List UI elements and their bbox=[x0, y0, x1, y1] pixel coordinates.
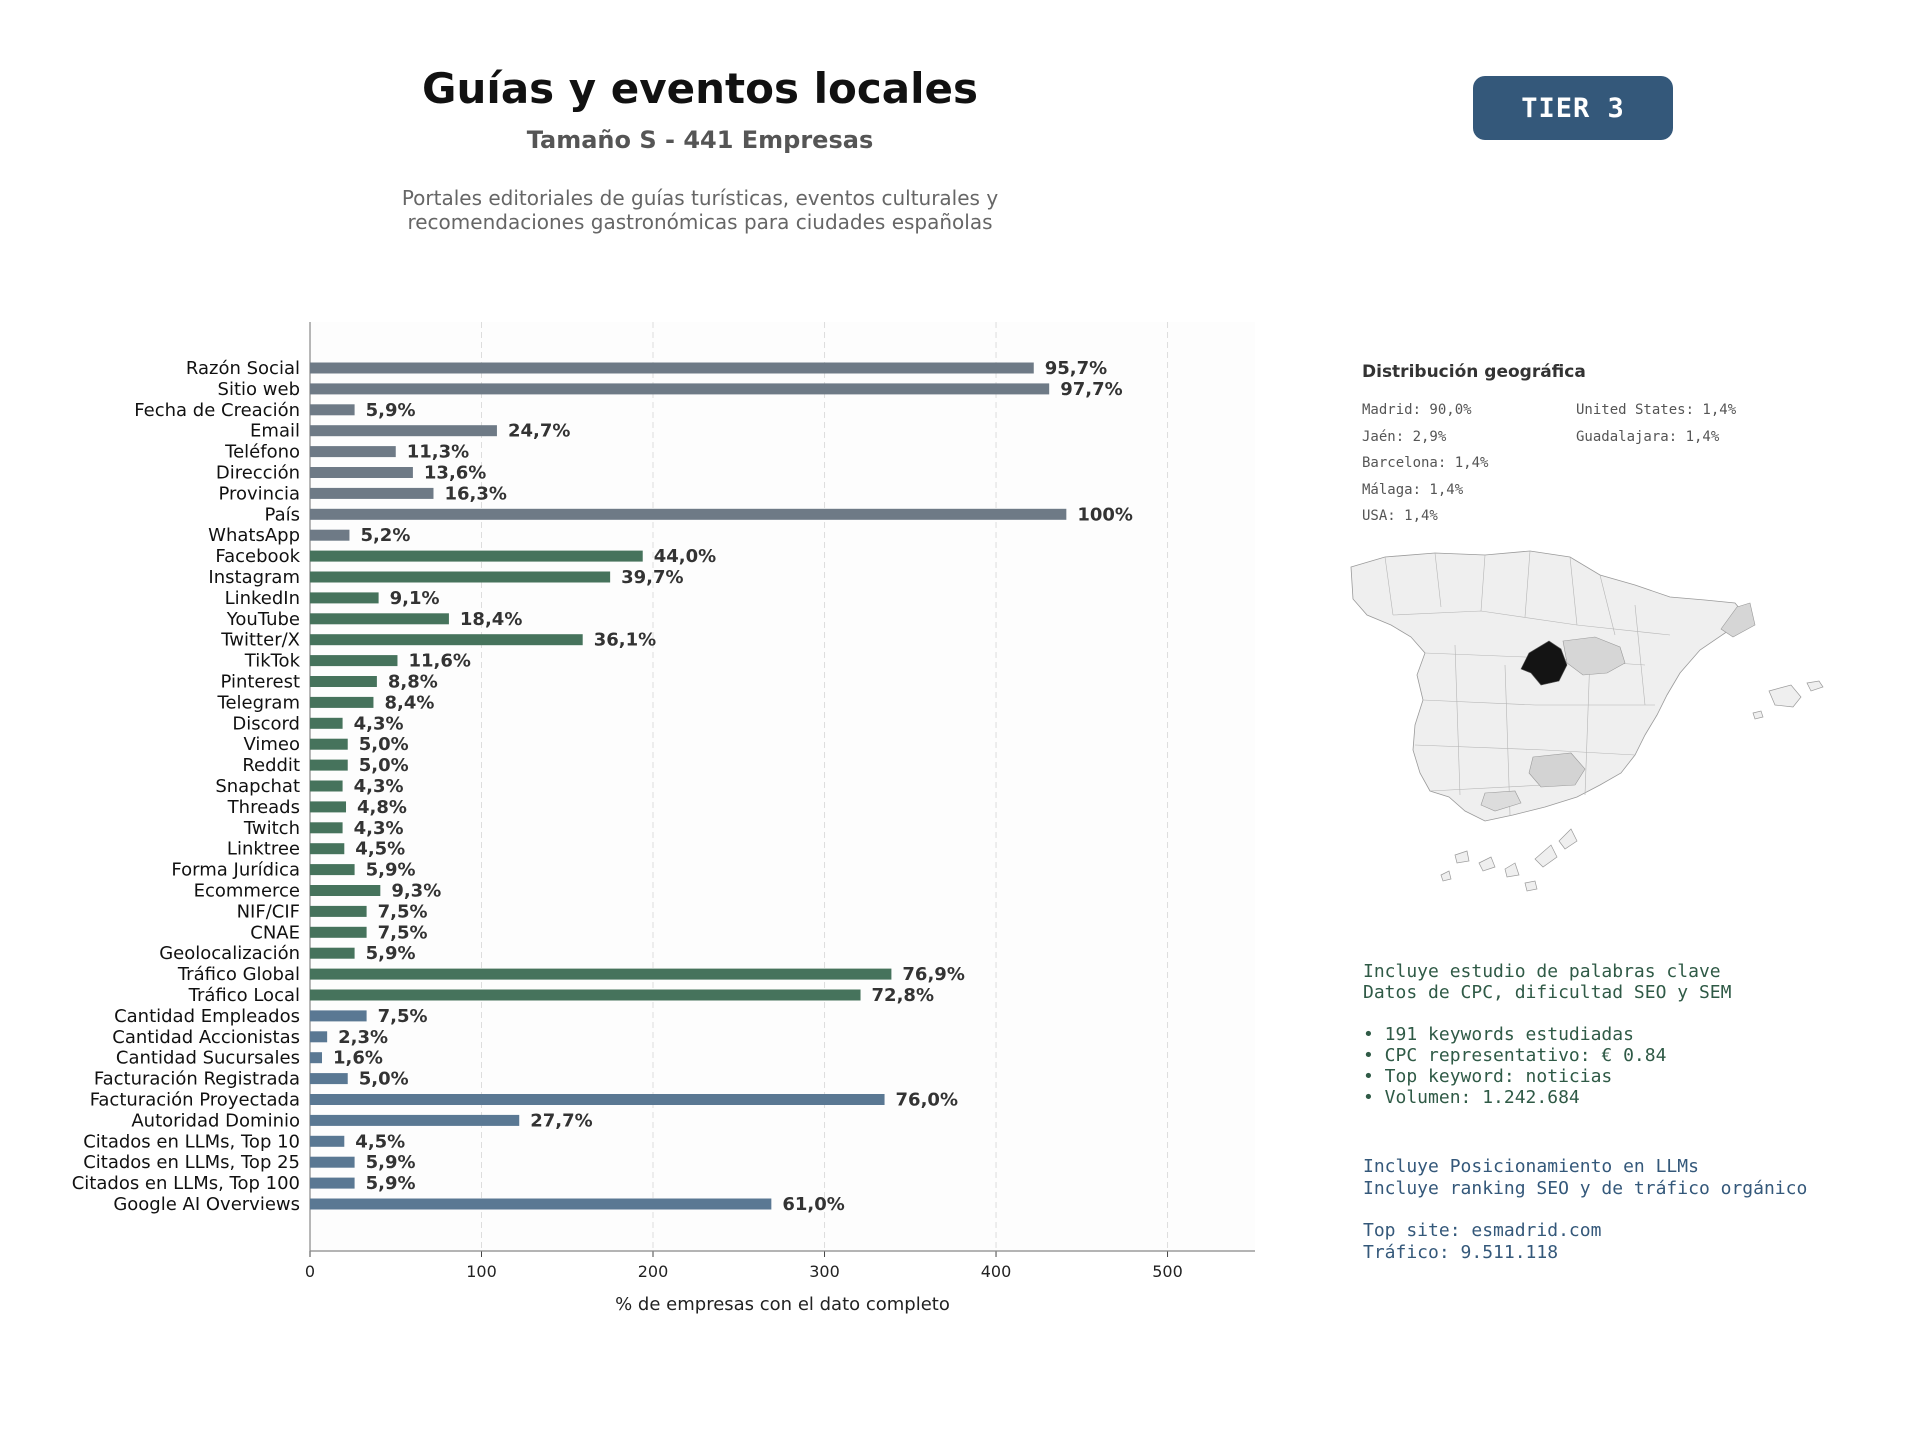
bar bbox=[310, 906, 367, 917]
bar bbox=[310, 634, 583, 645]
x-tick-label: 300 bbox=[809, 1262, 840, 1281]
bar bbox=[310, 676, 377, 687]
tier-badge: TIER 3 bbox=[1473, 76, 1673, 140]
bar bbox=[310, 1199, 771, 1210]
data-label: 27,7% bbox=[530, 1110, 593, 1132]
category-label: Threads bbox=[227, 796, 300, 818]
bar bbox=[310, 551, 643, 562]
category-label: Twitter/X bbox=[221, 629, 300, 651]
llm-line: Top site: esmadrid.com bbox=[1363, 1220, 1602, 1241]
geo-entry: USA: 1,4% bbox=[1362, 508, 1438, 524]
bar bbox=[310, 425, 497, 436]
category-label: TikTok bbox=[244, 650, 300, 672]
bar bbox=[310, 927, 367, 938]
bar bbox=[310, 467, 413, 478]
data-label: 97,7% bbox=[1060, 378, 1123, 400]
x-tick-label: 500 bbox=[1152, 1262, 1183, 1281]
bar bbox=[310, 885, 380, 896]
category-label: Tráfico Global bbox=[177, 964, 300, 986]
category-label: País bbox=[264, 504, 300, 526]
data-label: 72,8% bbox=[871, 985, 934, 1006]
data-label: 5,9% bbox=[365, 399, 416, 421]
data-label: 18,4% bbox=[459, 608, 523, 630]
data-label: 5,9% bbox=[365, 859, 416, 881]
geo-entry: United States: 1,4% bbox=[1576, 402, 1737, 418]
bar bbox=[310, 801, 346, 812]
bar bbox=[310, 572, 610, 583]
category-label: Reddit bbox=[242, 755, 300, 777]
description-line: Portales editoriales de guías turísticas, eventos culturales y bbox=[401, 186, 999, 210]
category-label: Citados en LLMs, Top 100 bbox=[71, 1173, 300, 1195]
bar bbox=[310, 739, 348, 750]
bar bbox=[310, 383, 1049, 394]
category-label: Razón Social bbox=[185, 358, 300, 379]
geo-distribution-title: Distribución geográfica bbox=[1362, 362, 1586, 382]
data-label: 4,8% bbox=[357, 796, 407, 818]
bar bbox=[310, 760, 348, 771]
data-label: 11,3% bbox=[406, 441, 470, 463]
description-line: recomendaciones gastronómicas para ciudades españolas bbox=[407, 210, 993, 234]
bar bbox=[310, 948, 355, 959]
category-label: Geolocalización bbox=[159, 943, 300, 965]
bar bbox=[310, 1052, 322, 1063]
category-label: Pinterest bbox=[220, 671, 300, 693]
bar bbox=[310, 404, 355, 415]
data-label: 4,3% bbox=[353, 713, 404, 735]
category-label: Cantidad Sucursales bbox=[115, 1047, 300, 1069]
bar bbox=[310, 1031, 327, 1042]
data-label: 5,0% bbox=[358, 1068, 409, 1090]
data-label: 9,1% bbox=[389, 587, 440, 609]
page-title: Guías y eventos locales bbox=[422, 64, 978, 113]
llm-line: Incluye Posicionamiento en LLMs bbox=[1363, 1156, 1699, 1177]
category-label: Tráfico Local bbox=[188, 985, 300, 1006]
category-label: Facturación Proyectada bbox=[89, 1089, 300, 1111]
category-label: Autoridad Dominio bbox=[131, 1110, 300, 1132]
seo-bullet: • CPC representativo: € 0.84 bbox=[1363, 1045, 1667, 1066]
bar bbox=[310, 655, 397, 666]
category-label: Vimeo bbox=[243, 734, 300, 756]
bar bbox=[310, 718, 343, 729]
bar bbox=[310, 613, 449, 624]
data-label: 5,2% bbox=[360, 525, 411, 547]
data-label: 16,3% bbox=[444, 483, 507, 505]
data-label: 76,9% bbox=[902, 964, 965, 986]
spain-choropleth-map bbox=[1345, 545, 1845, 919]
geo-entry: Jaén: 2,9% bbox=[1362, 428, 1447, 445]
data-label: 7,5% bbox=[377, 922, 428, 944]
bar bbox=[310, 446, 396, 457]
bar bbox=[310, 969, 891, 980]
data-label: 1,6% bbox=[333, 1047, 383, 1069]
category-label: Provincia bbox=[218, 483, 300, 505]
bar bbox=[310, 1094, 885, 1105]
category-label: Cantidad Accionistas bbox=[112, 1026, 300, 1048]
category-label: Twitch bbox=[243, 817, 300, 839]
category-label: Teléfono bbox=[225, 441, 300, 463]
category-label: Discord bbox=[232, 713, 300, 735]
data-label: 24,7% bbox=[507, 420, 571, 442]
bar bbox=[310, 864, 355, 875]
bar bbox=[310, 592, 379, 603]
bar bbox=[310, 530, 349, 541]
bar bbox=[310, 1178, 355, 1189]
category-label: Facebook bbox=[215, 546, 300, 568]
data-label: 5,9% bbox=[365, 1173, 416, 1195]
data-label: 9,3% bbox=[391, 880, 442, 902]
category-label: LinkedIn bbox=[224, 587, 300, 609]
data-label: 2,3% bbox=[338, 1026, 389, 1048]
bar bbox=[310, 1010, 367, 1021]
data-label: 36,1% bbox=[593, 629, 657, 651]
data-label: 8,8% bbox=[387, 671, 438, 693]
page-subtitle: Tamaño S - 441 Empresas bbox=[526, 126, 874, 154]
data-label: 4,5% bbox=[355, 1131, 406, 1153]
geo-entry: Barcelona: 1,4% bbox=[1362, 455, 1489, 471]
category-label: Citados en LLMs, Top 10 bbox=[83, 1131, 300, 1153]
llm-info-block bbox=[1363, 1156, 1807, 1263]
data-label: 11,6% bbox=[408, 650, 471, 672]
x-tick-label: 400 bbox=[980, 1262, 1012, 1281]
geo-list-col2 bbox=[1576, 400, 1736, 453]
geo-list-col1 bbox=[1362, 400, 1488, 533]
x-tick-label: 200 bbox=[637, 1262, 669, 1281]
category-label: WhatsApp bbox=[208, 525, 300, 547]
x-tick-label: 0 bbox=[304, 1262, 316, 1281]
data-label: 100% bbox=[1077, 504, 1133, 526]
category-label: CNAE bbox=[250, 922, 300, 944]
data-label: 5,0% bbox=[358, 755, 409, 777]
geo-entry: Málaga: 1,4% bbox=[1362, 481, 1464, 498]
category-label: Sitio web bbox=[217, 378, 300, 400]
bar bbox=[310, 1115, 519, 1126]
category-label: YouTube bbox=[226, 608, 300, 630]
llm-line: Tráfico: 9.511.118 bbox=[1363, 1241, 1559, 1263]
bar bbox=[310, 1136, 344, 1147]
data-label: 13,6% bbox=[423, 462, 487, 484]
data-label: 61,0% bbox=[782, 1194, 845, 1215]
x-axis-label: % de empresas con el dato completo bbox=[615, 1294, 950, 1315]
data-label: 7,5% bbox=[377, 1005, 428, 1027]
category-label: NIF/CIF bbox=[236, 901, 300, 923]
bar bbox=[310, 488, 433, 499]
data-label: 95,7% bbox=[1044, 358, 1108, 379]
geo-entry: Guadalajara: 1,4% bbox=[1576, 428, 1720, 445]
bar bbox=[310, 509, 1066, 520]
bar bbox=[310, 697, 373, 708]
seo-bullet: • Top keyword: noticias bbox=[1363, 1066, 1613, 1087]
bar bbox=[310, 1157, 355, 1168]
data-label: 5,9% bbox=[365, 1152, 416, 1174]
data-label: 4,3% bbox=[353, 776, 404, 797]
data-label: 7,5% bbox=[377, 901, 428, 923]
category-label: Citados en LLMs, Top 25 bbox=[83, 1152, 300, 1174]
category-label: Dirección bbox=[215, 462, 300, 484]
seo-bullet: • 191 keywords estudiadas bbox=[1363, 1024, 1634, 1045]
data-label: 76,0% bbox=[895, 1089, 958, 1111]
seo-line: Datos de CPC, dificultad SEO y SEM bbox=[1363, 982, 1732, 1003]
bar bbox=[310, 1073, 348, 1084]
bar bbox=[310, 843, 344, 854]
bar bbox=[310, 822, 343, 833]
data-label: 39,7% bbox=[621, 567, 684, 588]
category-label: Linktree bbox=[226, 838, 300, 860]
bar bbox=[310, 363, 1034, 374]
data-label: 4,5% bbox=[355, 838, 406, 860]
category-label: Snapchat bbox=[215, 776, 300, 797]
data-label: 5,9% bbox=[365, 943, 416, 965]
category-label: Ecommerce bbox=[193, 880, 300, 902]
x-tick-label: 100 bbox=[466, 1262, 497, 1281]
map-canary-islands bbox=[1441, 829, 1577, 891]
category-label: Google AI Overviews bbox=[113, 1194, 300, 1215]
category-label: Email bbox=[250, 420, 300, 442]
category-label: Cantidad Empleados bbox=[114, 1005, 300, 1027]
data-label: 44,0% bbox=[653, 546, 717, 568]
data-label: 8,4% bbox=[384, 692, 435, 714]
bar bbox=[310, 781, 343, 792]
llm-line: Incluye ranking SEO y de tráfico orgánico bbox=[1363, 1177, 1808, 1199]
seo-bullet: • Volumen: 1.242.684 bbox=[1363, 1087, 1580, 1108]
bar bbox=[310, 990, 861, 1001]
seo-info-block bbox=[1363, 961, 1731, 1108]
category-label: Facturación Registrada bbox=[93, 1068, 300, 1090]
data-label: 5,0% bbox=[358, 734, 409, 756]
map-balearic-islands bbox=[1753, 681, 1823, 719]
seo-line: Incluye estudio de palabras clave bbox=[1363, 961, 1721, 982]
category-label: Telegram bbox=[217, 692, 300, 714]
geo-entry: Madrid: 90,0% bbox=[1362, 402, 1472, 418]
data-label: 4,3% bbox=[353, 817, 404, 839]
category-label: Forma Jurídica bbox=[171, 859, 300, 881]
category-label: Fecha de Creación bbox=[134, 399, 300, 421]
category-label: Instagram bbox=[208, 567, 300, 588]
